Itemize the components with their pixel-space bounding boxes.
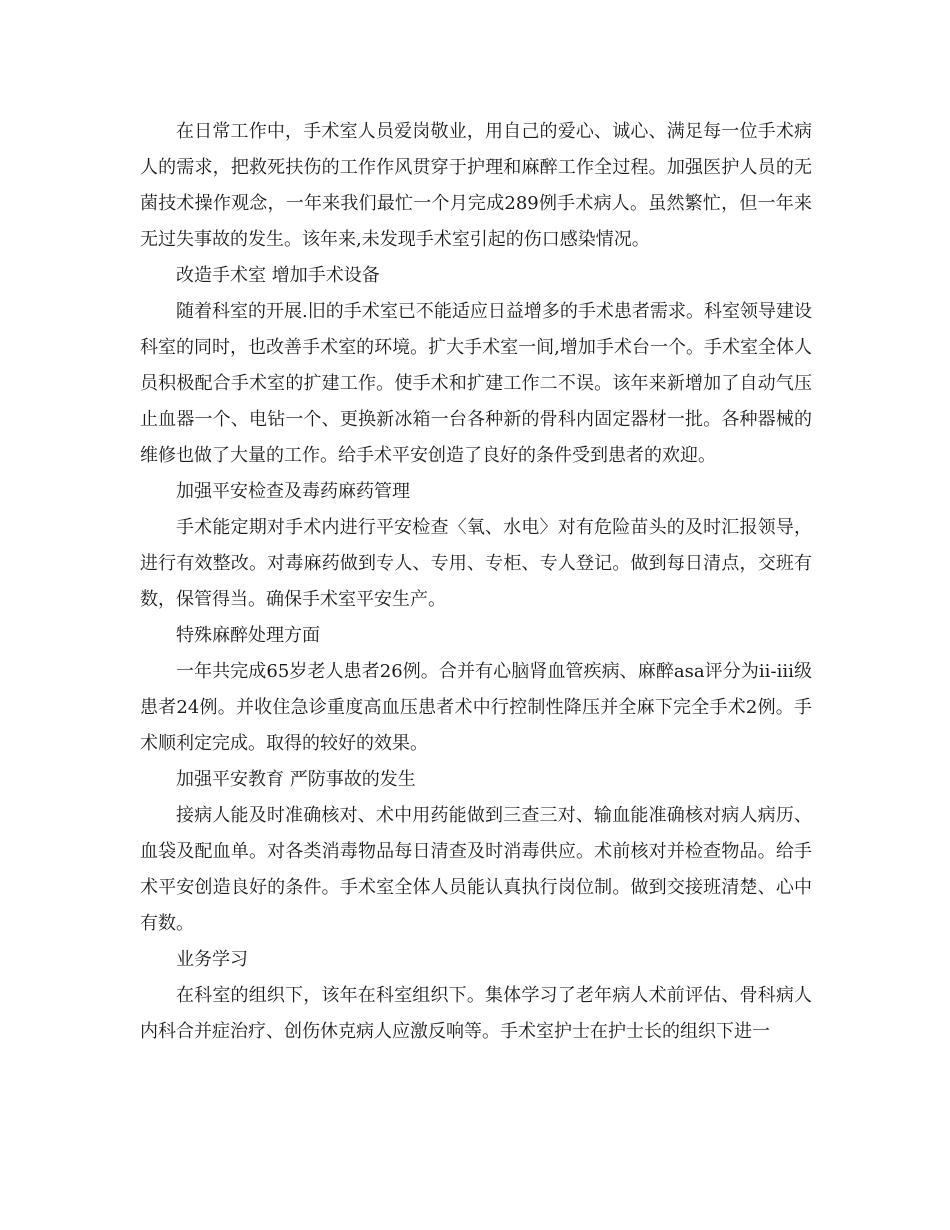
paragraph-special-anesthesia: 一年共完成65岁老人患者26例。合并有心脑肾血管疾病、麻醉asa评分为ⅱ-ⅲ级患者24例。并收住急诊重度高血压患者术中行控制性降压并全麻下完全手术2例。手术顺利定完成。取得的较好的效果。 bbox=[140, 661, 812, 754]
paragraph-safety-education: 接病人能及时准确核对、术中用药能做到三查三对、输血能准确核对病人病历、血袋及配血单。对各类消毒物品每日清查及时消毒供应。术前核对并检查物品。给手术平安创造良好的条件。手术室全体人员能认真执行岗位制。做到交接班清楚、心中有数。 bbox=[140, 805, 812, 934]
heading-renovate-operating-room: 改造手术室 增加手术设备 bbox=[176, 265, 380, 286]
paragraph-daily-work: 在日常工作中，手术室人员爱岗敬业，用自己的爱心、诚心、满足每一位手术病人的需求，把救死扶伤的工作作风贯穿于护理和麻醉工作全过程。加强医护人员的无菌技术操作观念，一年来我们最忙一个月完成289例手术病人。虽然繁忙，但一年来无过失事故的发生。该年来,未发现手术室引起的伤口感染情况。 bbox=[140, 121, 812, 250]
paragraph-safety-inspection: 手术能定期对手术内进行平安检查〈氧、水电〉对有危险苗头的及时汇报领导，进行有效整改。对毒麻药做到专人、专用、专柜、专人登记。做到每日清点，交班有数，保管得当。确保手术室平安生产。 bbox=[140, 517, 812, 610]
heading-special-anesthesia: 特殊麻醉处理方面 bbox=[176, 625, 320, 646]
document-page bbox=[140, 114, 812, 1050]
paragraph-renovation: 随着科室的开展.旧的手术室已不能适应日益增多的手术患者需求。科室领导建设科室的同时，也改善手术室的环境。扩大手术室一间,增加手术台一个。手术室全体人员积极配合手术室的扩建工作。使手术和扩建工作二不误。该年来新增加了自动气压止血器一个、电钻一个、更换新冰箱一台各种新的骨科内固定器材一批。各种器械的维修也做了大量的工作。给手术平安创造了良好的条件受到患者的欢迎。 bbox=[140, 301, 812, 466]
heading-professional-study: 业务学习 bbox=[176, 949, 248, 970]
paragraph-professional-study: 在科室的组织下，该年在科室组织下。集体学习了老年病人术前评估、骨科病人内科合并症治疗、创伤休克病人应激反响等。手术室护士在护士长的组织下进一 bbox=[140, 985, 812, 1042]
heading-safety-education: 加强平安教育 严防事故的发生 bbox=[176, 769, 416, 790]
heading-safety-inspection: 加强平安检查及毒药麻药管理 bbox=[176, 481, 410, 502]
